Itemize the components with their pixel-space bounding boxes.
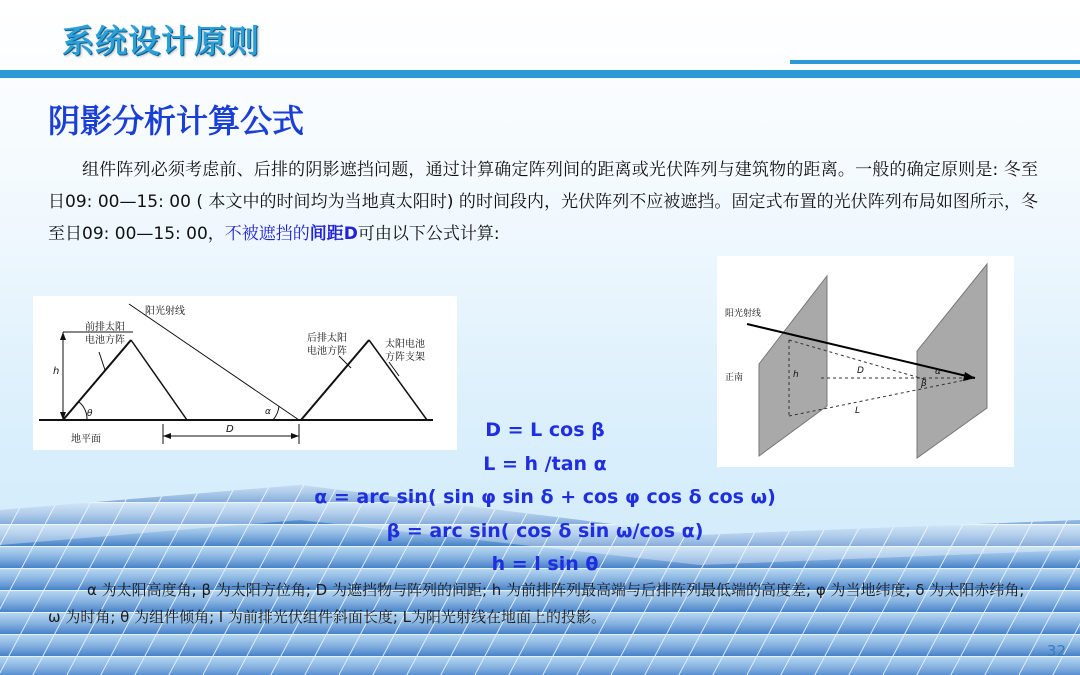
intro-paragraph <box>48 154 1038 250</box>
label-alpha: α <box>265 407 271 417</box>
label-alpha-3d: α <box>935 367 941 377</box>
page-title: 系统设计原则 <box>62 22 261 60</box>
formula-beta: β = arc sin( cos δ sin ω/cos α) <box>386 519 704 542</box>
label-d: D <box>226 424 234 435</box>
formula-block <box>300 414 790 582</box>
label-sunlight-3d: 阳光射线 <box>725 309 762 319</box>
label-front-array-1: 前排太阳 <box>85 322 125 333</box>
label-h-3d: h <box>793 370 799 380</box>
label-l-3d: L <box>855 406 861 416</box>
label-south: 正南 <box>725 373 744 383</box>
label-rear-array-2: 电池方阵 <box>307 346 347 357</box>
label-sunlight: 阳光射线 <box>145 306 185 317</box>
formula-d: D = L cos β <box>485 419 605 441</box>
label-rear-array-1: 后排太阳 <box>307 333 347 344</box>
label-theta: θ <box>87 409 93 419</box>
label-ground: 地平面 <box>71 434 101 445</box>
formula-h: h = l sin θ <box>491 553 599 575</box>
page-number: 32 <box>1046 642 1066 660</box>
intro-text-end: 可由以下公式计算: <box>357 224 500 244</box>
variable-definitions: α 为太阳高度角; β 为太阳方位角; D 为遮挡物与阵列的间距; h 为前排阵列最高端与后排阵列最低端的高度差; φ 为当地纬度; δ 为太阳赤纬角; ω 为时角; θ 为组件倾角; l 为前排光伏组件斜面长度; L为阳光射线在地面上的投影。 <box>48 581 1025 626</box>
formula-l: L = h /tan α <box>483 452 607 475</box>
label-front-array-2: 电池方阵 <box>85 335 125 346</box>
label-beta-3d: β <box>921 379 927 389</box>
label-bracket-2: 方阵支架 <box>385 352 425 363</box>
intro-text: 组件阵列必须考虑前、后排的阴影遮挡问题，通过计算确定阵列间的距离或光伏阵列与建筑物的距离。一般的确定原则是: 冬至日09: 00—15: 00 ( 本文中的时间均为当地真太阳时) 的时间段内，光伏阵列不应被遮挡。固定式布置的光伏阵列布局如图所示，冬至日09: 00—15: 00， <box>48 160 1038 244</box>
label-d-3d: D <box>857 366 864 376</box>
label-h: h <box>53 366 60 377</box>
intro-highlight-bold: 间距D <box>309 224 358 244</box>
section-title: 阴影分析计算公式 <box>48 102 305 140</box>
label-bracket-1: 太阳电池 <box>385 339 425 350</box>
formula-alpha: α = arc sin( sin φ sin δ + cos φ cos δ cos ω) <box>314 486 776 508</box>
intro-highlight: 不被遮挡的 <box>224 224 310 244</box>
header-rule <box>0 70 1080 78</box>
header-thin-rule <box>790 60 1080 64</box>
